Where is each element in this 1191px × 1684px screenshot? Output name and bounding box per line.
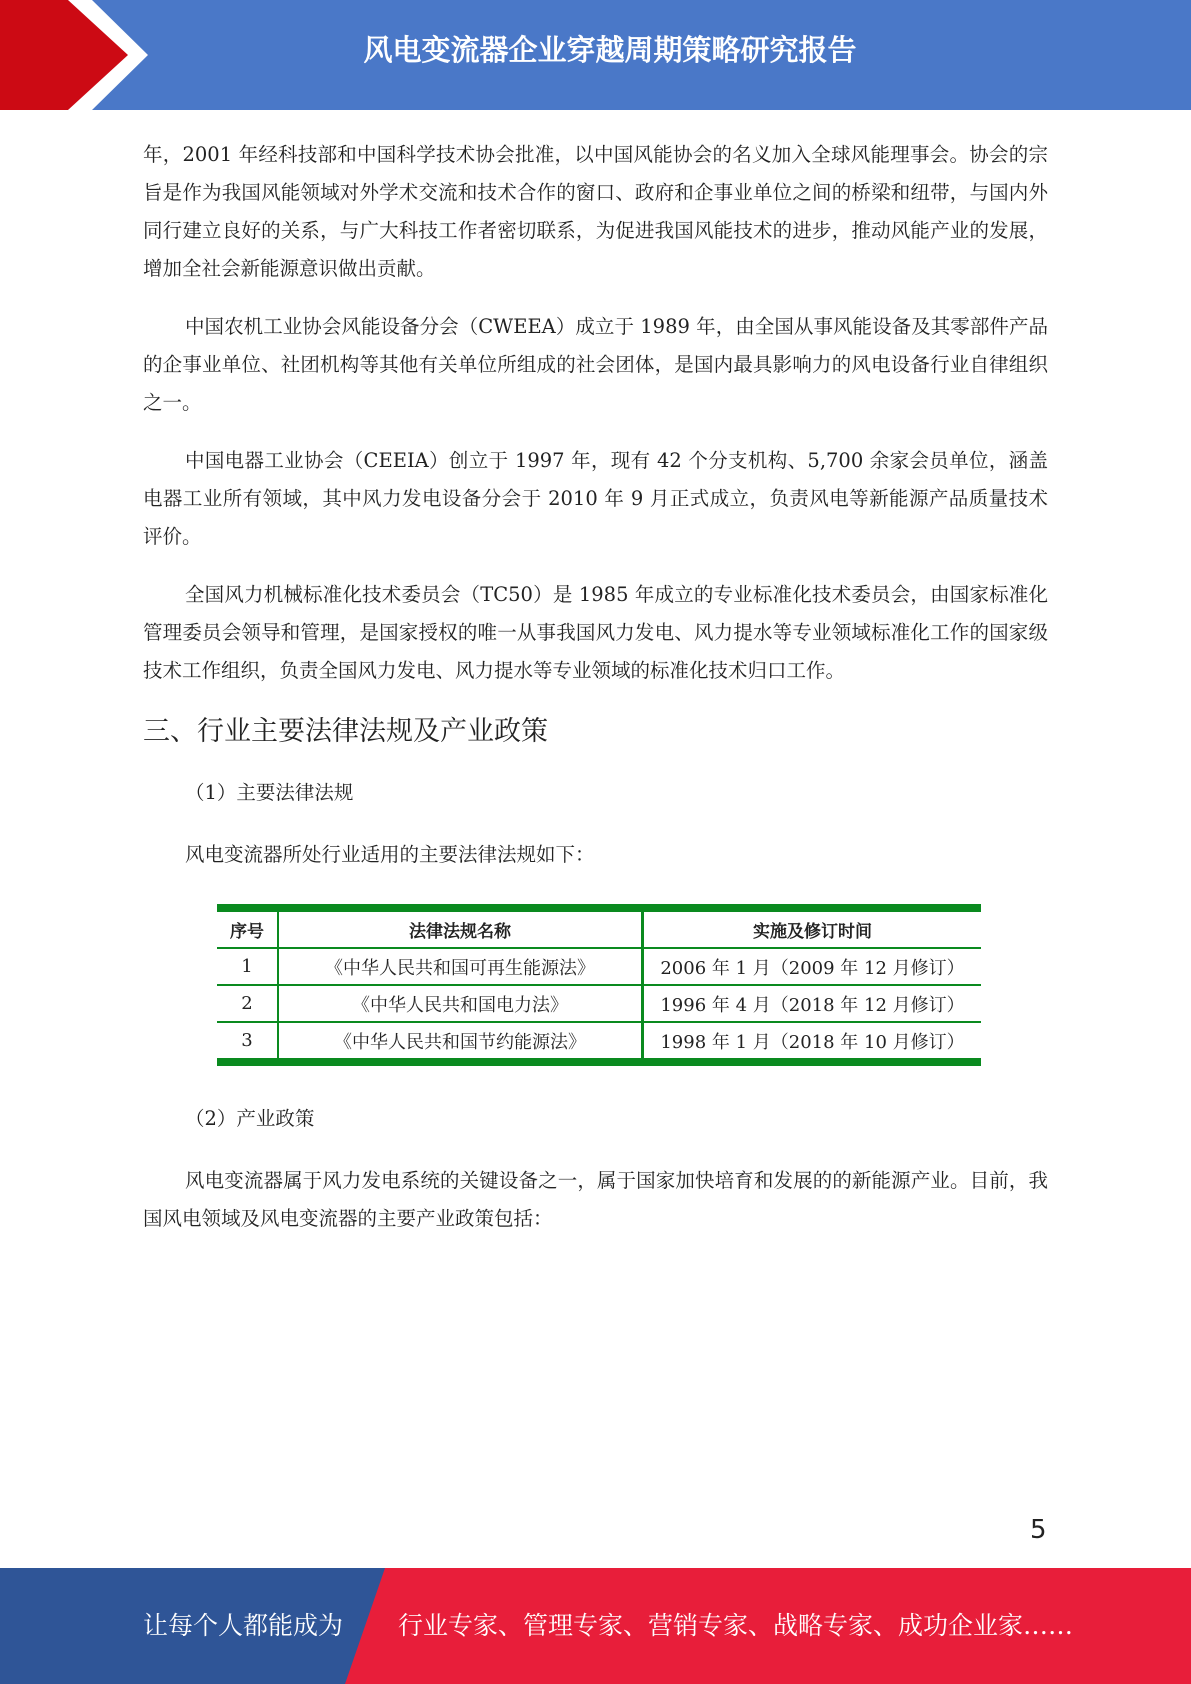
subsection-laws: （1）主要法律法规 <box>185 781 354 804</box>
row-date: 1996 年 4 月（2018 年 12 月修订） <box>643 985 982 1022</box>
row-date: 2006 年 1 月（2009 年 12 月修订） <box>643 948 982 985</box>
row-index: 3 <box>217 1022 278 1062</box>
page-header <box>0 0 1191 110</box>
paragraph-tc50: 全国风力机械标准化技术委员会（TC50）是 1985 年成立的专业标准化技术委员会，由国家标准化管理委员会领导和管理，是国家授权的唯一从事我国风力发电、风力提水等专业领域标准化工作的国家级技术工作组织，负责全国风力发电、风力提水等专业领域的标准化技术归口工作。 <box>143 583 1048 682</box>
page-footer <box>0 1568 1191 1684</box>
row-law-name: 《中华人民共和国节约能源法》 <box>278 1022 643 1062</box>
table-row <box>217 1022 981 1062</box>
row-law-name: 《中华人民共和国电力法》 <box>278 985 643 1022</box>
header-law-name: 法律法规名称 <box>278 908 643 948</box>
laws-intro: 风电变流器所处行业适用的主要法律法规如下： <box>185 843 595 866</box>
header-index: 序号 <box>217 908 278 948</box>
table-header-row <box>217 908 981 948</box>
paragraph-wind-energy-association: 年，2001 年经科技部和中国科学技术协会批准，以中国风能协会的名义加入全球风能理事会。协会的宗旨是作为我国风能领域对外学术交流和技术合作的窗口、政府和企事业单位之间的桥梁和纽带，与国内外同行建立良好的关系，与广大科技工作者密切联系，为促进我国风能技术的进步，推动风能产业的发展，增加全社会新能源意识做出贡献。 <box>143 143 1048 280</box>
page-number: 5 <box>1030 1515 1047 1545</box>
table-row <box>217 985 981 1022</box>
paragraph-policy: 风电变流器属于风力发电系统的关键设备之一，属于国家加快培育和发展的的新能源产业。目前，我国风电领域及风电变流器的主要产业政策包括： <box>143 1169 1048 1230</box>
paragraph-cweea: 中国农机工业协会风能设备分会（CWEEA）成立于 1989 年，由全国从事风能设备及其零部件产品的企事业单位、社团机构等其他有关单位所组成的社会团体，是国内最具影响力的风电设备行业自律组织之一。 <box>143 315 1048 414</box>
section-title: 三、行业主要法律法规及产业政策 <box>143 716 548 747</box>
main-content <box>143 136 1048 1258</box>
row-date: 1998 年 1 月（2018 年 10 月修订） <box>643 1022 982 1062</box>
laws-table <box>217 904 981 1066</box>
header-date: 实施及修订时间 <box>643 908 982 948</box>
row-index: 2 <box>217 985 278 1022</box>
table-row <box>217 948 981 985</box>
report-title: 风电变流器企业穿越周期策略研究报告 <box>363 33 857 67</box>
row-law-name: 《中华人民共和国可再生能源法》 <box>278 948 643 985</box>
paragraph-ceeia: 中国电器工业协会（CEEIA）创立于 1997 年，现有 42 个分支机构、5,700 余家会员单位，涵盖电器工业所有领域，其中风力发电设备分会于 2010 年 9 月正式成立，负责风电等新能源产品质量技术评价。 <box>143 449 1048 548</box>
subsection-policy: （2）产业政策 <box>185 1107 315 1130</box>
footer-slogan-right: 行业专家、管理专家、营销专家、战略专家、成功企业家…… <box>398 1611 1074 1640</box>
row-index: 1 <box>217 948 278 985</box>
footer-slogan-left: 让每个人都能成为 <box>143 1611 344 1640</box>
